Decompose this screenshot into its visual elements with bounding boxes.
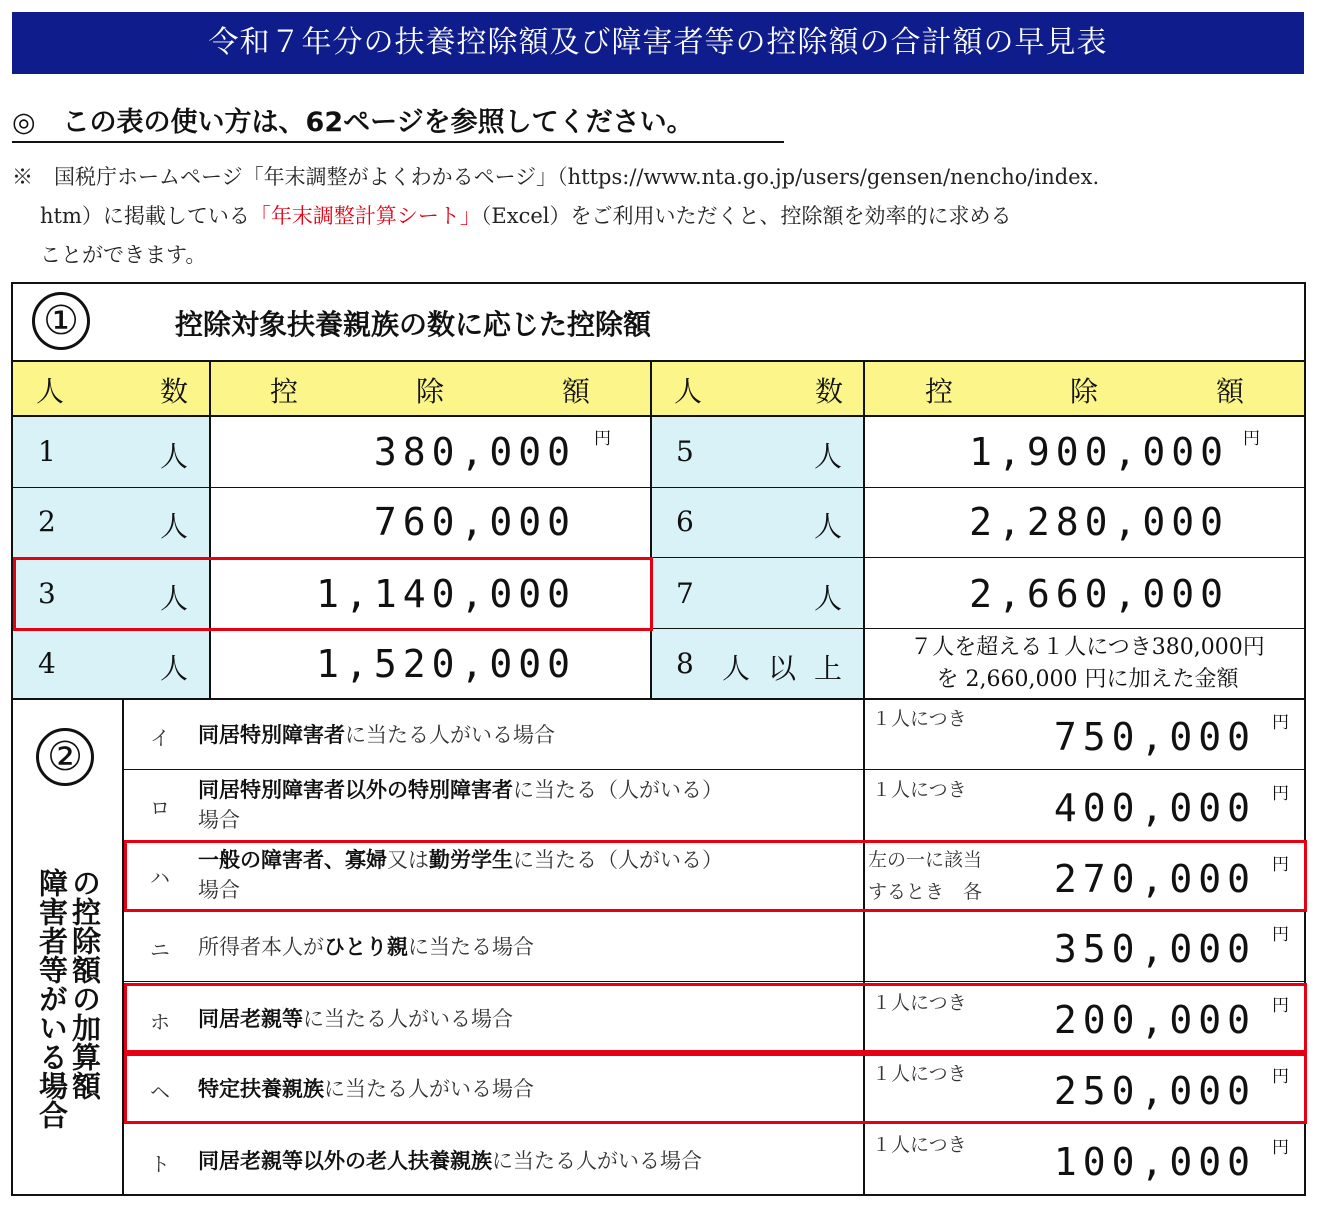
header-amount: 除 <box>1070 375 1099 408</box>
highlight-box-3-persons <box>13 557 653 631</box>
yen-unit: 円 <box>1272 713 1289 733</box>
addition-amount: 400,000 <box>1053 786 1256 830</box>
header-amount: 額 <box>562 375 591 408</box>
count-unit: 人以上 <box>722 652 861 685</box>
header-amount: 控 <box>270 375 299 408</box>
yen-unit: 円 <box>1272 1138 1289 1158</box>
count-number: 8 <box>676 647 694 680</box>
header-count: 数 <box>815 375 844 408</box>
count-unit: 人 <box>814 510 843 543</box>
count-unit: 人 <box>814 582 843 615</box>
usage-note: ◎ この表の使い方は、62ページを参照してください。 <box>12 107 694 138</box>
calc-sheet-link[interactable]: 「年末調整計算シート」 <box>249 204 481 228</box>
website-note-text: （Excel）をご利用いただくと、控除額を効率的に求める <box>480 204 1012 228</box>
yen-unit: 円 <box>1272 996 1289 1016</box>
section2-number: ② <box>36 728 94 786</box>
row-mark: イ <box>150 726 170 750</box>
addition-amount: 750,000 <box>1053 715 1256 759</box>
per-person-label: １人につき <box>872 992 967 1014</box>
section1-title: 控除対象扶養親族の数に応じた控除額 <box>175 308 652 341</box>
row-mark: ハ <box>150 866 170 890</box>
row-mark: ト <box>150 1152 170 1176</box>
per-person-label: １人につき <box>872 708 967 730</box>
highlight-box-row-ha <box>124 840 1307 912</box>
addition-amount: 350,000 <box>1053 927 1256 971</box>
header-amount: 除 <box>416 375 445 408</box>
addition-amount: 270,000 <box>1053 857 1256 901</box>
section1-number: ① <box>32 292 90 350</box>
header-count: 人 <box>674 375 703 408</box>
unit-label: 左の一に該当 <box>868 849 983 871</box>
header-amount: 額 <box>1216 375 1245 408</box>
count-number: 7 <box>676 577 694 610</box>
yen-unit: 円 <box>1272 784 1289 804</box>
count-unit: 人 <box>814 440 843 473</box>
row-description: 特定扶養親族に当たる人がいる場合 <box>198 1077 534 1101</box>
yen-unit: 円 <box>594 429 611 449</box>
count-number: 2 <box>38 505 56 538</box>
row-mark: ホ <box>150 1010 170 1034</box>
row-description: 一般の障害者、寡婦又は勤労学生に当たる（人がいる） 場合 <box>198 848 723 902</box>
count-unit: 人 <box>160 582 189 615</box>
row-description: 同居特別障害者以外の特別障害者に当たる（人がいる） 場合 <box>198 778 723 832</box>
header-row <box>13 361 1304 416</box>
highlight-box-row-he <box>124 1053 1307 1124</box>
count-unit: 人 <box>160 652 189 685</box>
count-unit: 人 <box>160 440 189 473</box>
deduction-amount: 760,000 <box>373 500 576 544</box>
count-number: 6 <box>676 505 694 538</box>
over-seven-note <box>880 632 1295 696</box>
deduction-amount: 2,280,000 <box>969 500 1229 544</box>
over-seven-note-line1: ７人を超える１人につき380,000円 <box>910 635 1265 660</box>
website-note-line1: ※ 国税庁ホームページ「年末調整がよくわかるページ」（https://www.nta.go.jp/users/gensen/nencho/index. <box>12 165 1100 189</box>
website-note-line3: ことができます。 <box>40 243 207 267</box>
row-mark: ヘ <box>150 1080 170 1104</box>
addition-amount: 200,000 <box>1053 998 1256 1042</box>
deduction-amount: 1,520,000 <box>316 642 576 686</box>
header-amount: 控 <box>925 375 954 408</box>
website-note <box>12 158 1304 275</box>
deduction-amount: 2,660,000 <box>969 572 1229 616</box>
per-person-label: １人につき <box>872 1134 967 1156</box>
row-mark: ロ <box>150 796 170 820</box>
unit-label: するとき 各 <box>868 881 983 903</box>
row-description: 所得者本人がひとり親に当たる場合 <box>198 935 534 959</box>
count-number: 1 <box>38 435 56 468</box>
yen-unit: 円 <box>1272 925 1289 945</box>
website-note-text: htm）に掲載している <box>40 204 250 228</box>
deduction-amount: 1,900,000 <box>969 430 1229 474</box>
deduction-amount: 380,000 <box>373 430 576 474</box>
yen-unit: 円 <box>1243 429 1260 449</box>
addition-amount: 250,000 <box>1053 1069 1256 1113</box>
section2-side-label: の控除額の加算額 <box>68 868 102 1100</box>
per-person-label: １人につき <box>872 1063 967 1085</box>
header-count: 人 <box>36 375 65 408</box>
deduction-amount: 1,140,000 <box>316 572 576 616</box>
highlight-box-row-ho <box>124 983 1307 1053</box>
section2-side-label: 障害者等がいる場合 <box>35 868 69 1129</box>
page-title: 令和７年分の扶養控除額及び障害者等の控除額の合計額の早見表 <box>12 12 1304 74</box>
usage-underline <box>12 141 784 143</box>
yen-unit: 円 <box>1272 1067 1289 1087</box>
count-number: 5 <box>676 435 694 468</box>
row-mark: ニ <box>150 938 170 962</box>
addition-amount: 100,000 <box>1053 1140 1256 1184</box>
count-number: 3 <box>38 577 56 610</box>
row-description: 同居老親等以外の老人扶養親族に当たる人がいる場合 <box>198 1149 702 1173</box>
count-number: 4 <box>38 647 56 680</box>
count-unit: 人 <box>160 510 189 543</box>
header-count: 数 <box>160 375 189 408</box>
website-note-line2 <box>12 197 1304 236</box>
over-seven-note-line2: を 2,660,000 円に加えた金額 <box>936 667 1239 692</box>
per-person-label: １人につき <box>872 779 967 801</box>
row-description: 同居老親等に当たる人がいる場合 <box>198 1007 513 1031</box>
yen-unit: 円 <box>1272 855 1289 875</box>
row-description: 同居特別障害者に当たる人がいる場合 <box>198 723 555 747</box>
